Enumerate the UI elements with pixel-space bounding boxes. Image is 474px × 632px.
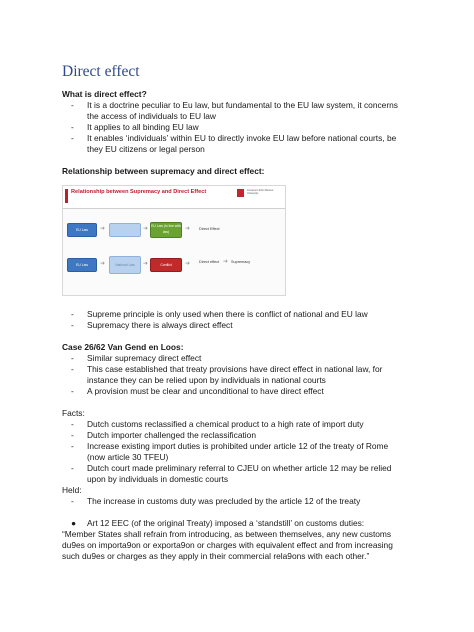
national-law-box: National Law (109, 256, 141, 274)
bullet-dash: - (71, 133, 74, 143)
list-item: instance they can be relied upon by individuals in national courts (87, 375, 326, 385)
page-title: Direct effect (62, 63, 140, 80)
arrow-right-icon: ➜ (185, 261, 191, 267)
list-item: Supremacy there is always direct effect (87, 320, 233, 330)
list-item: Dutch customs reclassified a chemical product to a high rate of import duty (87, 419, 364, 429)
bullet-dash: - (71, 430, 74, 440)
list-item: The increase in customs duty was precluded by the article 12 of the treaty (87, 496, 361, 506)
bullet-dot-icon: ● (71, 518, 77, 528)
list-item: It enables ‘individuals’ within EU to directly invoke EU law before national courts, be (87, 133, 397, 143)
conflict-box: Conflict (150, 258, 182, 272)
bullet-dash: - (71, 309, 74, 319)
bullet-dash: - (71, 463, 74, 473)
quote-line: “Member States shall refrain from introducing, as between themselves, any new customs (62, 529, 392, 539)
slide-accent-bar (65, 189, 68, 203)
eu-law-box: EU Law (67, 223, 97, 237)
arrow-right-icon: ➜ (143, 226, 149, 232)
list-item: Increase existing import duties is prohibited under article 12 of the treaty of Rome (87, 441, 389, 451)
direct-effect-label: Direct Effect (199, 227, 220, 231)
eu-law-box: EU Law (67, 258, 97, 272)
quote-line: such du9es or charges as they apply in their commercial rela9ons with each other.” (62, 551, 370, 561)
list-item: Dutch court made preliminary referral to CJEU on whether article 12 may be relied (87, 463, 392, 473)
slide-image (62, 185, 286, 296)
slide-header (63, 186, 285, 208)
section-heading: Case 26/62 Van Gend en Loos: (62, 342, 184, 352)
bullet-dash: - (71, 386, 74, 396)
list-item: upon by individuals in domestic courts (87, 474, 229, 484)
arrow-right-icon: ➜ (100, 261, 106, 267)
list-item: It is a doctrine peculiar to Eu law, but fundamental to the EU law system, it concerns (87, 100, 398, 110)
list-item: Art 12 EEC (of the original Treaty) imposed a ‘standstill’ on customs duties: (87, 518, 365, 528)
list-item: they EU citizens or legal person (87, 144, 205, 154)
bullet-dash: - (71, 496, 74, 506)
slide-divider (63, 208, 285, 209)
quote-line: du9es on importa9on or exporta9on or charges with equivalent effect and from increasing (62, 540, 393, 550)
bullet-dash: - (71, 441, 74, 451)
list-item: Dutch importer challenged the reclassification (87, 430, 256, 440)
list-item: It applies to all binding EU law (87, 122, 199, 132)
eu-law-in-line-box: EU Law (in line with law) (150, 222, 182, 238)
section-heading: Relationship between supremacy and direct effect: (62, 166, 265, 176)
blank-box (109, 223, 141, 237)
section-heading: Facts: (62, 408, 85, 418)
section-heading: What is direct effect? (62, 89, 147, 99)
list-item: A provision must be clear and unconditional to have direct effect (87, 386, 324, 396)
section-heading: Held: (62, 485, 82, 495)
arrow-right-icon: ➜ (100, 226, 106, 232)
supremacy-label: Supremacy (231, 260, 251, 264)
bullet-dash: - (71, 122, 74, 132)
bullet-dash: - (71, 320, 74, 330)
bullet-dash: - (71, 100, 74, 110)
list-item: This case established that treaty provisions have direct effect in national law, for (87, 364, 383, 374)
bullet-dash: - (71, 419, 74, 429)
logo-text: Liverpool John Moores University (247, 189, 274, 195)
bullet-dash: - (71, 364, 74, 374)
direct-effect-label: Direct effect (199, 260, 220, 264)
bullet-dash: - (71, 353, 74, 363)
arrow-right-icon: ➜ (143, 261, 149, 267)
list-item: (now article 30 TFEU) (87, 452, 169, 462)
list-item: the access of individuals to EU law (87, 111, 216, 121)
university-logo-icon (237, 189, 244, 197)
list-item: Similar supremacy direct effect (87, 353, 202, 363)
slide-title: Relationship between Supremacy and Direct Effect (71, 189, 207, 195)
arrow-right-icon: ➜ (223, 259, 229, 265)
arrow-right-icon: ➜ (185, 226, 191, 232)
list-item: Supreme principle is only used when there is conflict of national and EU law (87, 309, 368, 319)
